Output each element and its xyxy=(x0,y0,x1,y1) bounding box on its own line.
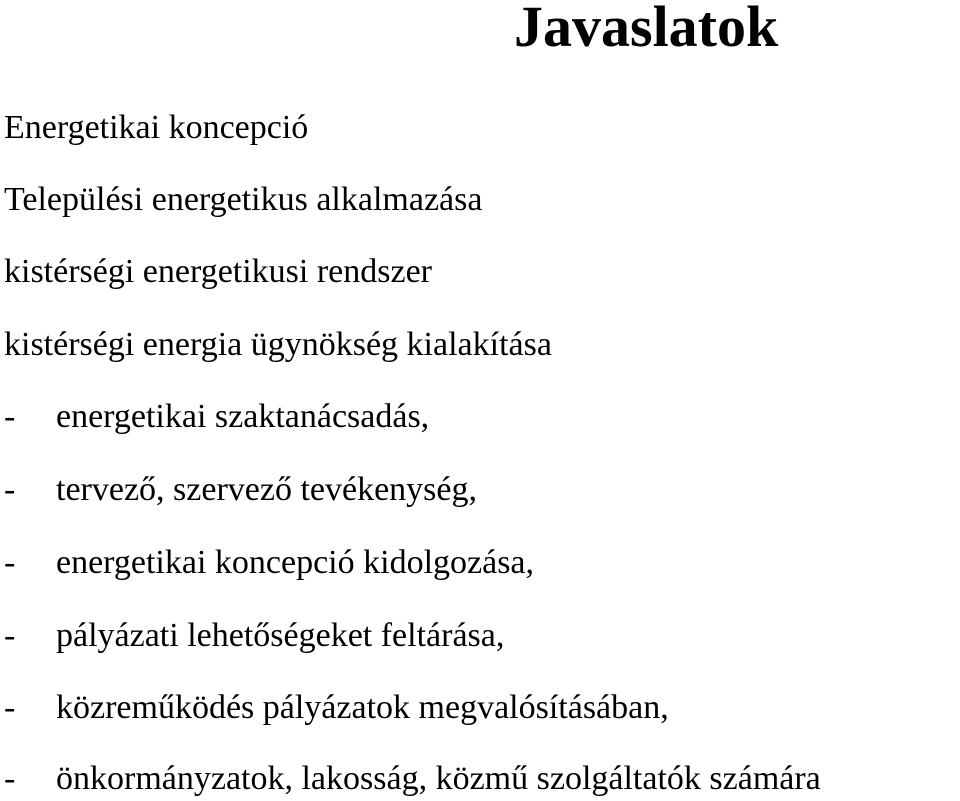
bullet-text: önkormányzatok, lakosság, közmű szolgáltatók számára xyxy=(56,760,821,797)
text-line-energy-concept: Energetikai koncepció xyxy=(4,109,309,146)
bullet-dash: - xyxy=(4,689,16,726)
bullet-dash: - xyxy=(4,398,16,435)
bullet-item xyxy=(4,688,669,728)
text-line-municipal-energetician: Települési energetikus alkalmazása xyxy=(4,181,483,218)
bullet-item xyxy=(4,397,429,437)
bullet-dash: - xyxy=(4,544,16,581)
bullet-dash: - xyxy=(4,617,16,654)
bullet-text: energetikai koncepció kidolgozása, xyxy=(56,544,535,581)
bullet-dash: - xyxy=(4,760,16,797)
bullet-dash: - xyxy=(4,471,16,508)
bullet-text: energetikai szaktanácsadás, xyxy=(56,398,430,435)
bullet-item xyxy=(4,616,504,656)
text-line-energy-agency: kistérségi energia ügynökség kialakítása xyxy=(4,326,552,363)
bullet-text: tervező, szervező tevékenység, xyxy=(56,471,477,508)
page-title: Javaslatok xyxy=(514,0,779,59)
bullet-text: pályázati lehetőségeket feltárása, xyxy=(56,617,505,654)
bullet-item xyxy=(4,543,534,583)
bullet-item xyxy=(4,470,477,510)
bullet-item xyxy=(4,759,821,799)
bullet-text: közreműködés pályázatok megvalósításában, xyxy=(56,689,669,726)
text-line-subregional-system: kistérségi energetikusi rendszer xyxy=(4,253,433,290)
